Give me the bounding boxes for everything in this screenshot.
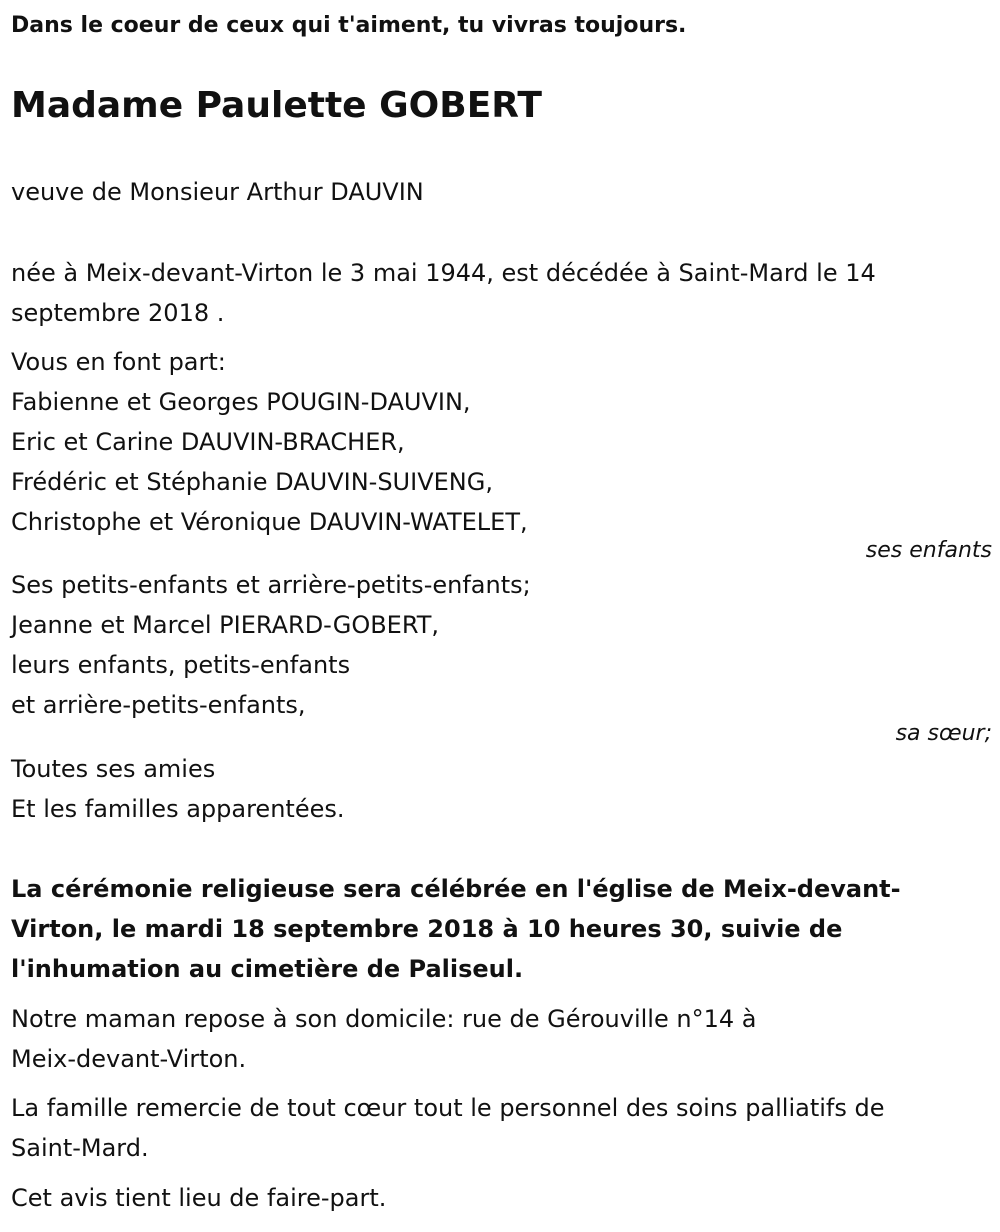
ceremony-line: La cérémonie religieuse sera célébrée en l'église de Meix-devant- xyxy=(11,875,901,903)
child-line: Frédéric et Stéphanie DAUVIN-SUIVENG, xyxy=(11,468,493,496)
children-label: ses enfants xyxy=(865,538,992,563)
birth-death-block xyxy=(11,253,992,333)
closing-block xyxy=(11,1178,992,1218)
rest-place-line: Meix-devant-Virton. xyxy=(11,1045,247,1073)
closing-line: Cet avis tient lieu de faire-part. xyxy=(11,1184,387,1212)
ceremony-line: l'inhumation au cimetière de Paliseul. xyxy=(11,955,524,983)
spouse-line: veuve de Monsieur Arthur DAUVIN xyxy=(11,178,424,206)
rest-place-block xyxy=(11,999,992,1079)
family-line: Jeanne et Marcel PIERARD-GOBERT, xyxy=(11,611,440,639)
sister-label: sa sœur; xyxy=(895,721,992,746)
ceremony-line: Virton, le mardi 18 septembre 2018 à 10 heures 30, suivie de xyxy=(11,915,843,943)
child-line: Fabienne et Georges POUGIN-DAUVIN, xyxy=(11,388,471,416)
deceased-name: Madame Paulette GOBERT xyxy=(11,85,542,126)
child-line: Christophe et Véronique DAUVIN-WATELET, xyxy=(11,508,528,536)
birth-death-line: née à Meix-devant-Virton le 3 mai 1944, est décédée à Saint-Mard le 14 xyxy=(11,259,876,287)
ceremony-block xyxy=(11,869,992,989)
child-line: Eric et Carine DAUVIN-BRACHER, xyxy=(11,428,405,456)
announcers-intro: Vous en font part: xyxy=(11,348,226,376)
others-block xyxy=(11,749,992,829)
family-line: Ses petits-enfants et arrière-petits-enfants; xyxy=(11,571,531,599)
family-line: leurs enfants, petits-enfants xyxy=(11,651,351,679)
epigraph: Dans le coeur de ceux qui t'aiment, tu vivras toujours. xyxy=(11,13,687,38)
thanks-block xyxy=(11,1088,992,1168)
birth-death-line: septembre 2018 . xyxy=(11,299,225,327)
thanks-line: Saint-Mard. xyxy=(11,1134,149,1162)
family-block xyxy=(11,565,992,749)
children-block xyxy=(11,342,992,566)
others-line: Et les familles apparentées. xyxy=(11,795,345,823)
spouse-line-block xyxy=(11,172,992,212)
family-line: et arrière-petits-enfants, xyxy=(11,691,306,719)
rest-place-line: Notre maman repose à son domicile: rue de Gérouville n°14 à xyxy=(11,1005,757,1033)
thanks-line: La famille remercie de tout cœur tout le personnel des soins palliatifs de xyxy=(11,1094,885,1122)
others-line: Toutes ses amies xyxy=(11,755,216,783)
